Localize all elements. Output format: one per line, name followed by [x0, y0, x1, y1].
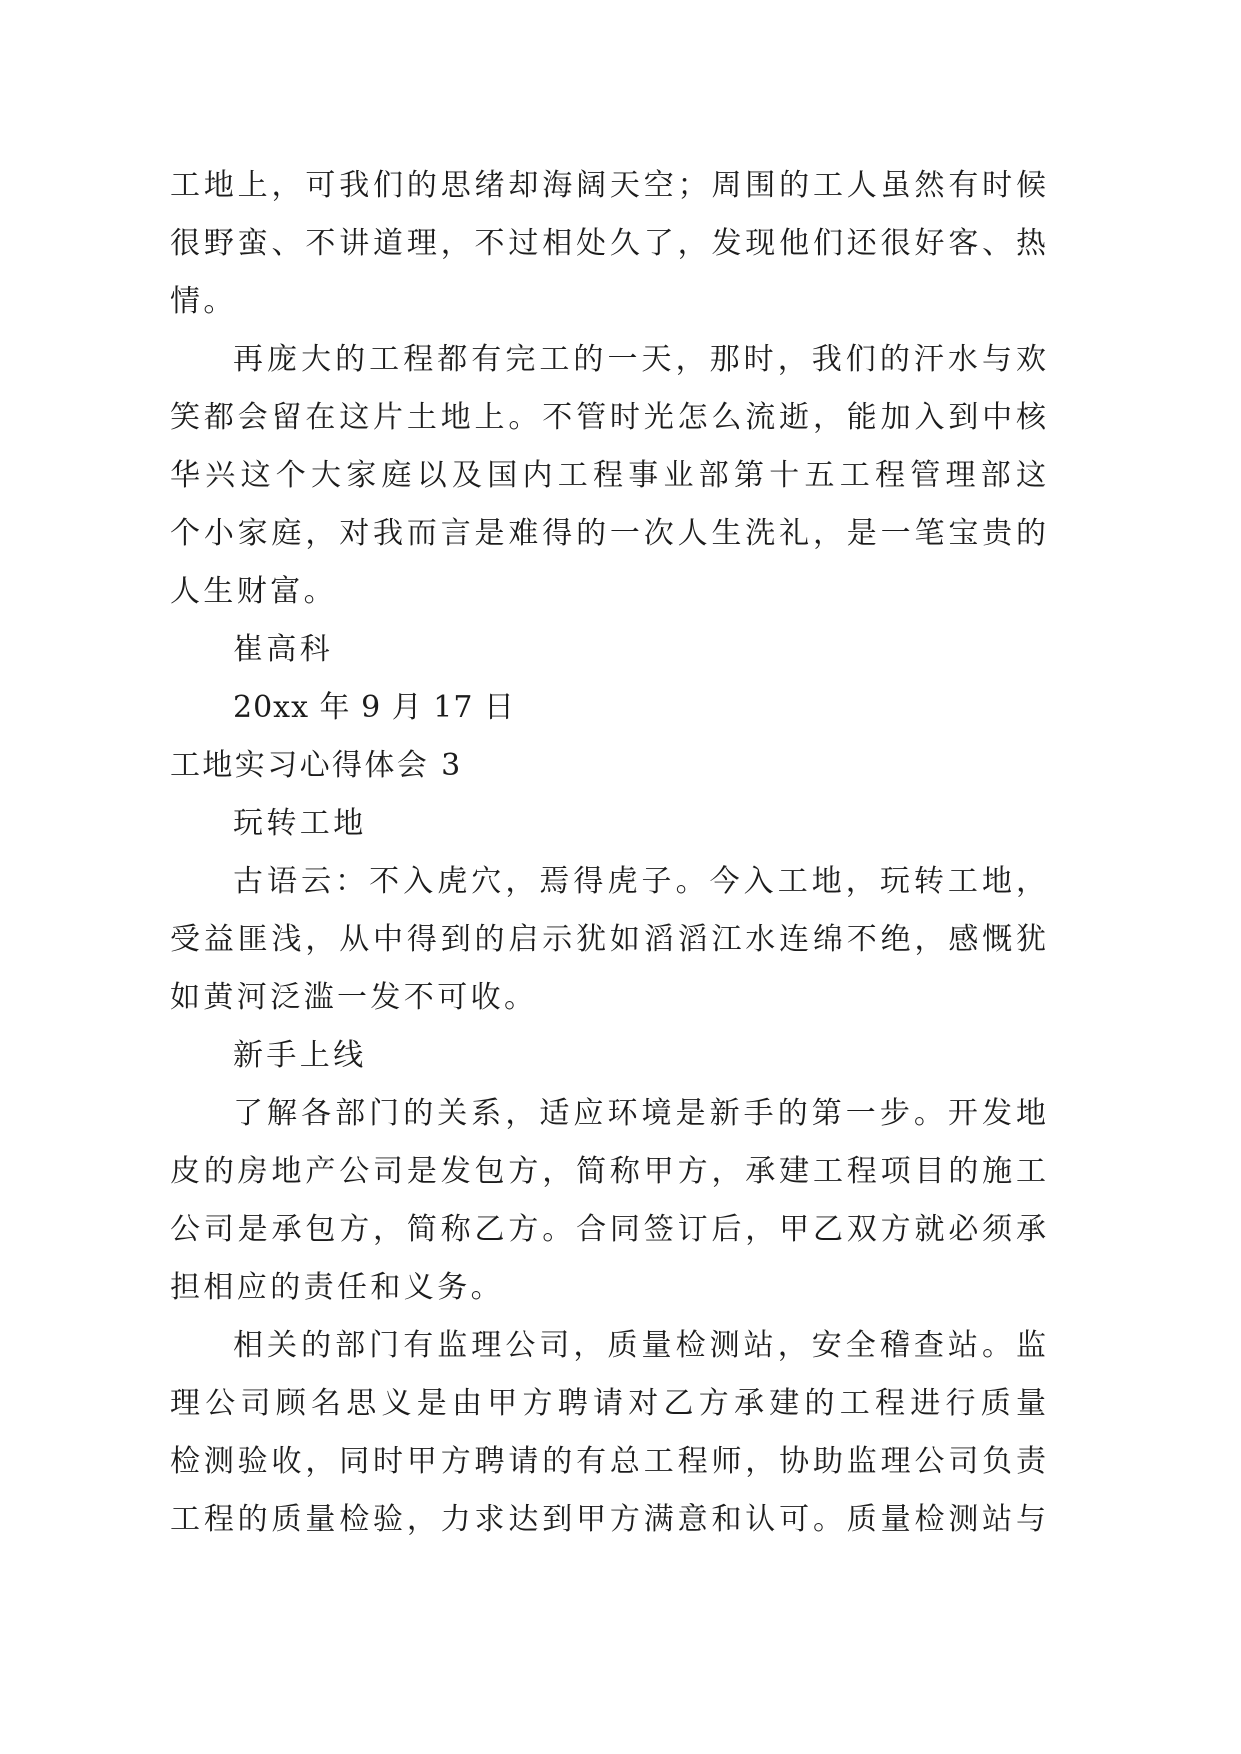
paragraph — [170, 1317, 1046, 1549]
section-subtitle: 玩转工地 — [233, 806, 367, 841]
author-name: 崔高科 — [233, 632, 334, 667]
text-line: 理公司顾名思义是由甲方聘请对乙方承建的工程进行质量 — [170, 1386, 1046, 1421]
text-line: 皮的房地产公司是发包方，简称甲方，承建工程项目的施工 — [170, 1154, 1046, 1189]
text-line: 相关的部门有监理公司，质量检测站，安全稽查站。监 — [233, 1328, 1046, 1363]
text-line: 个小家庭，对我而言是难得的一次人生洗礼，是一笔宝贵的 — [170, 516, 1046, 551]
section-title: 工地实习心得体会 3 — [170, 748, 463, 783]
text-line: 情。 — [170, 284, 237, 319]
text-line: 了解各部门的关系，适应环境是新手的第一步。开发地 — [233, 1096, 1046, 1131]
paragraph — [170, 853, 1046, 1027]
paragraph — [170, 1085, 1046, 1317]
text-line: 华兴这个大家庭以及国内工程事业部第十五工程管理部这 — [170, 458, 1046, 493]
text-line: 公司是承包方，简称乙方。合同签订后，甲乙双方就必须承 — [170, 1212, 1046, 1247]
text-line: 古语云：不入虎穴，焉得虎子。今入工地，玩转工地， — [233, 864, 1046, 899]
text-line: 如黄河泛滥一发不可收。 — [170, 980, 538, 1015]
text-line: 工地上，可我们的思绪却海阔天空；周围的工人虽然有时候 — [170, 168, 1046, 203]
paragraph — [170, 331, 1046, 621]
text-line: 很野蛮、不讲道理，不过相处久了，发现他们还很好客、热 — [170, 226, 1046, 261]
document-body — [170, 157, 1046, 1549]
text-line: 笑都会留在这片土地上。不管时光怎么流逝，能加入到中核 — [170, 400, 1046, 435]
text-line: 担相应的责任和义务。 — [170, 1270, 504, 1305]
date-line: 20xx 年 9 月 17 日 — [233, 690, 515, 725]
text-line: 检测验收，同时甲方聘请的有总工程师，协助监理公司负责 — [170, 1444, 1046, 1479]
paragraph — [170, 157, 1046, 331]
text-line: 再庞大的工程都有完工的一天，那时，我们的汗水与欢 — [233, 342, 1046, 377]
subsection-heading: 新手上线 — [233, 1038, 367, 1073]
text-line: 受益匪浅，从中得到的启示犹如滔滔江水连绵不绝，感慨犹 — [170, 922, 1046, 957]
text-line: 人生财富。 — [170, 574, 337, 609]
text-line: 工程的质量检验，力求达到甲方满意和认可。质量检测站与 — [170, 1502, 1046, 1537]
